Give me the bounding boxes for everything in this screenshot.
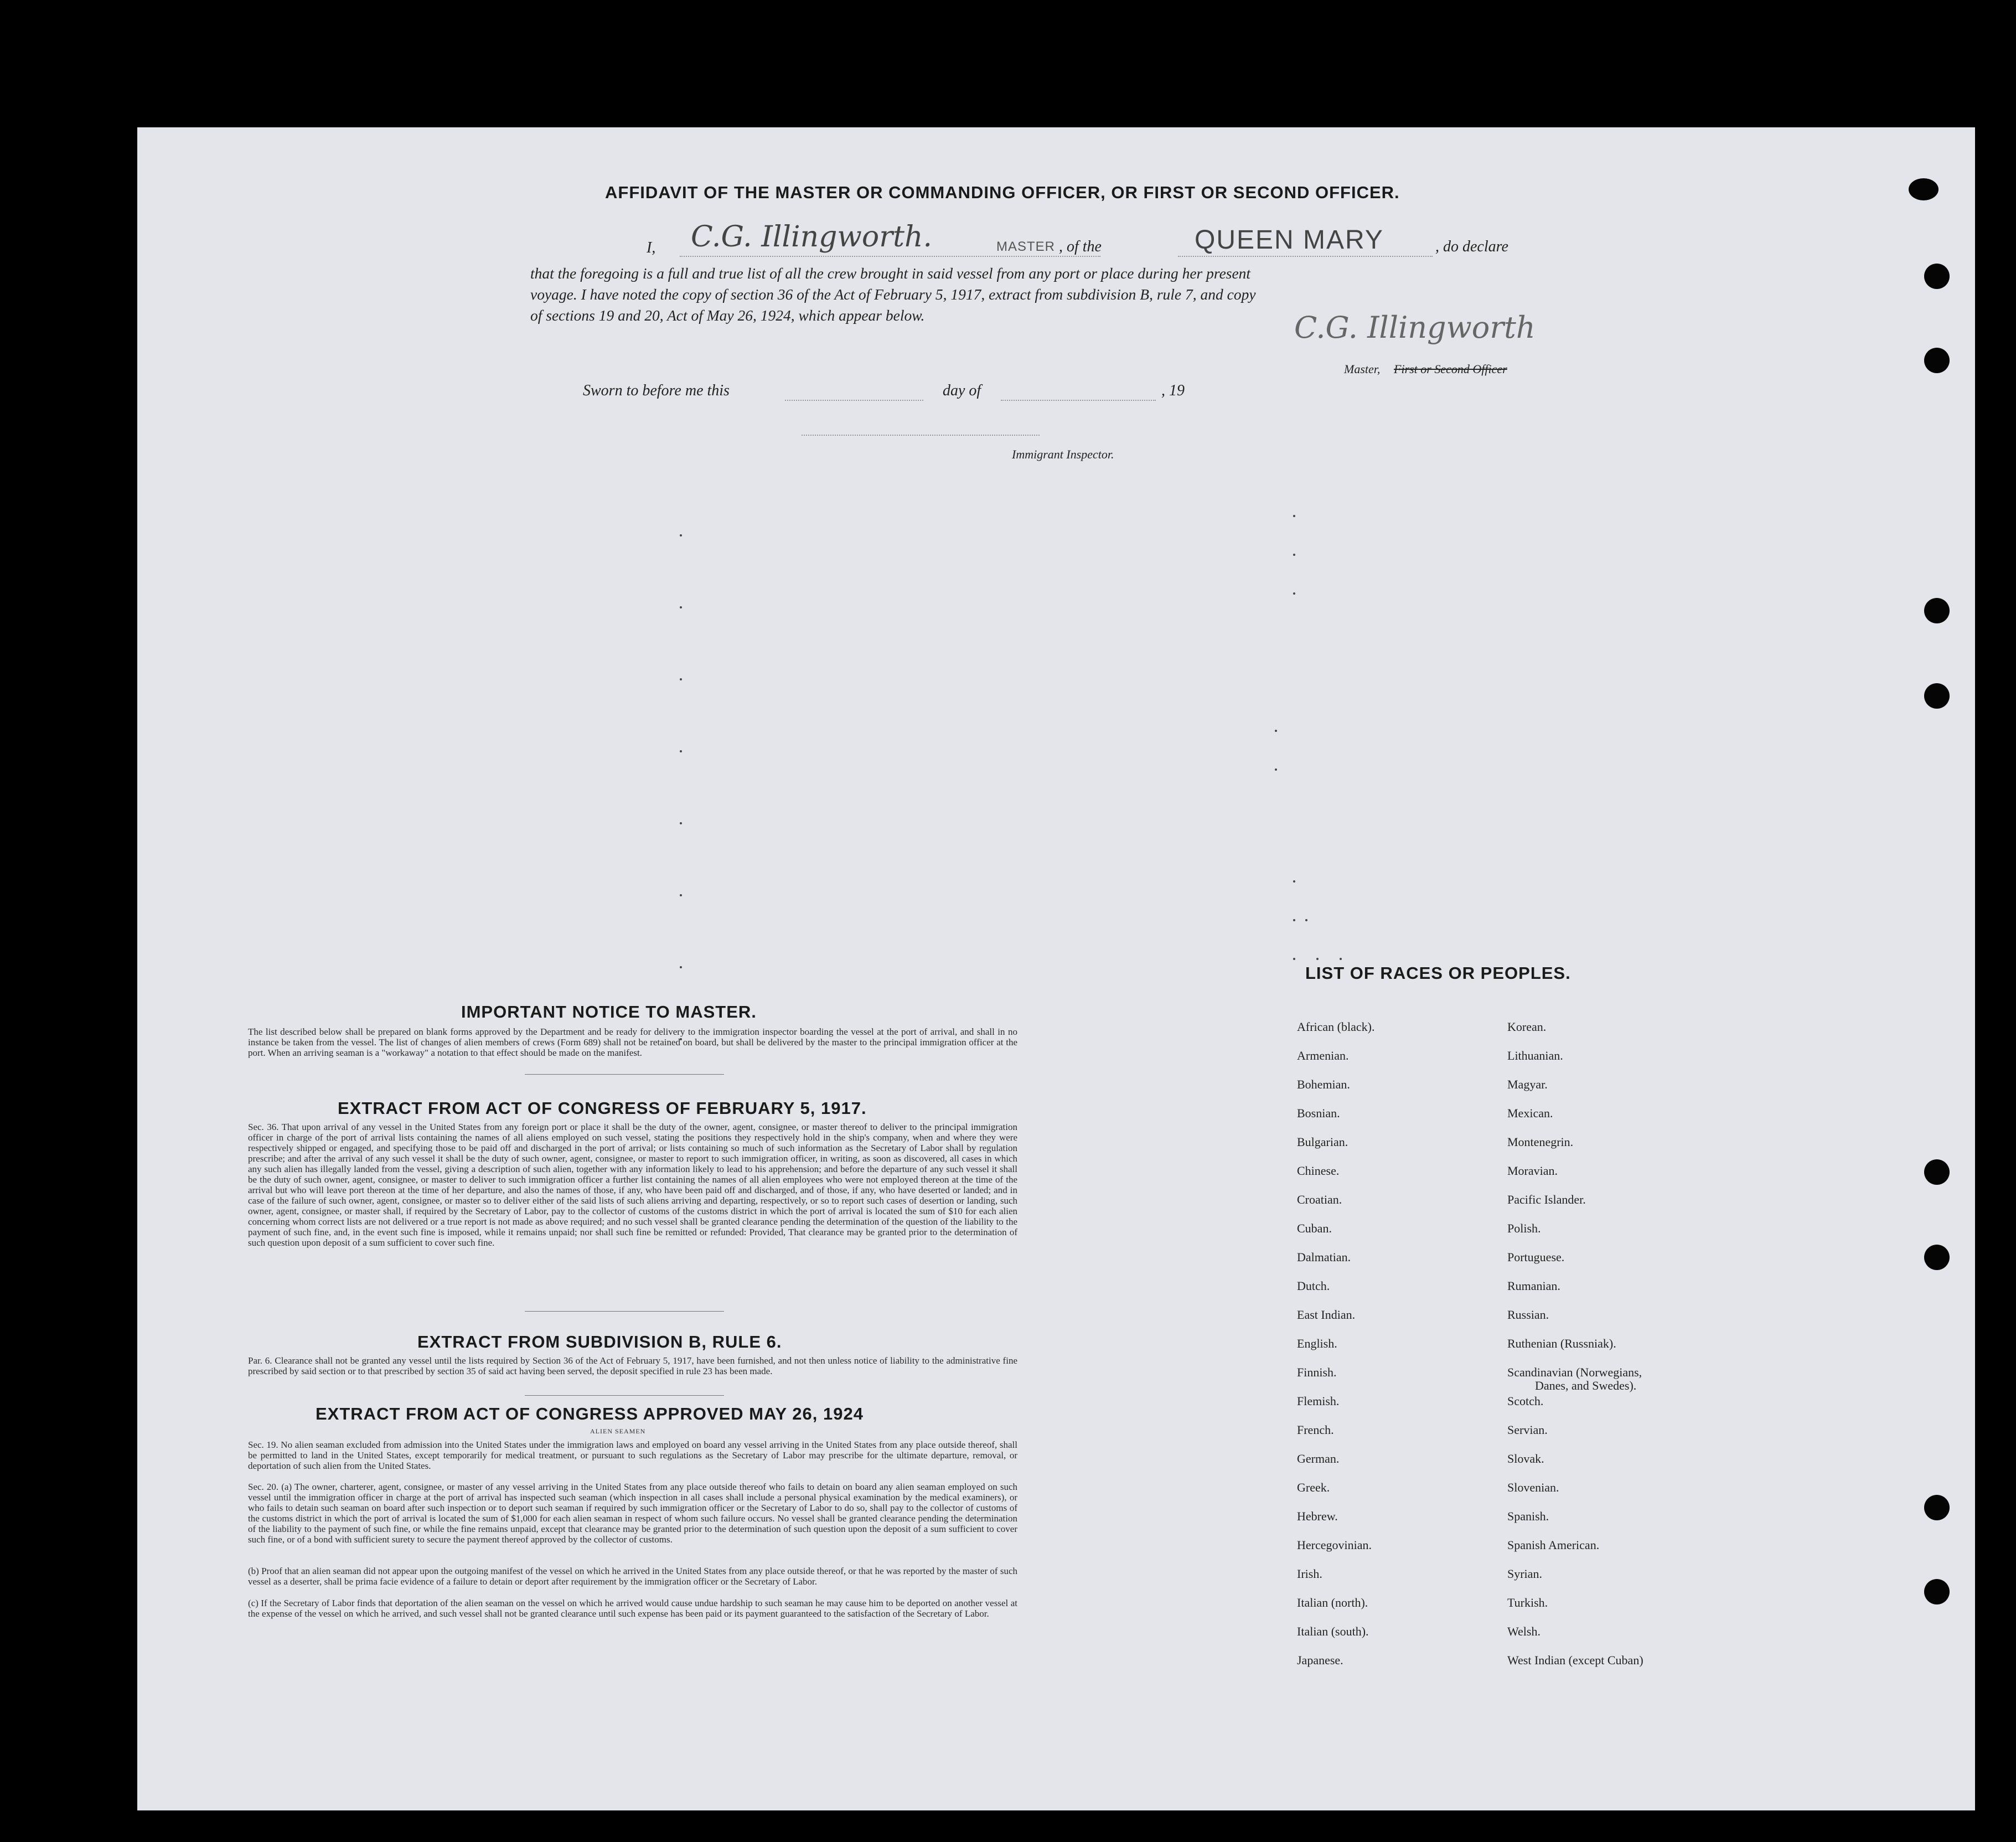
race-item: German. <box>1297 1452 1340 1466</box>
punch-hole <box>1924 348 1950 373</box>
race-item: Armenian. <box>1297 1049 1349 1062</box>
extract-1924-title: EXTRACT FROM ACT OF CONGRESS APPROVED MAY 26, 1924 <box>316 1404 864 1423</box>
stray-mark <box>1293 880 1295 883</box>
punch-hole <box>1924 264 1950 289</box>
section-divider <box>525 1311 724 1312</box>
race-item: Finnish. <box>1297 1365 1337 1379</box>
race-item: Italian (south). <box>1297 1624 1369 1638</box>
stray-mark <box>680 606 682 608</box>
affidavit-line-1: that the foregoing is a full and true list of all the crew brought in said vessel from any port or place during her present <box>530 265 1251 282</box>
stray-mark <box>1275 730 1277 732</box>
extract-1924-sec20c: (c) If the Secretary of Labor finds that deportation of the alien seaman on the vessel on which he arrived would cause undue hardship to such seaman he may cause him to be deported on another vessel at the expense of the vessel on which he arrived, and such vessel shall not be granted clearance until such expense has been paid or its payment guaranteed to the satisfaction of the Secretary of Labor. <box>248 1598 1017 1619</box>
race-item: Japanese. <box>1297 1653 1343 1667</box>
race-item: French. <box>1297 1423 1334 1437</box>
stray-mark <box>680 822 682 824</box>
sworn-label: Sworn to before me this <box>583 382 730 399</box>
signature-label-struck: First or Second Officer <box>1394 362 1507 376</box>
race-item: Slovenian. <box>1507 1480 1559 1494</box>
race-item: Dalmatian. <box>1297 1250 1351 1264</box>
stray-mark <box>1340 958 1342 960</box>
race-item: Bosnian. <box>1297 1106 1340 1120</box>
race-item: Greek. <box>1297 1480 1330 1494</box>
extract-1924-sec20b: (b) Proof that an alien seaman did not appear upon the outgoing manifest of the vessel on which he arrived in the United States from any place outside thereof, or that he was reported by the master of such vessel as a deserter, shall be prima facie evidence of a failure to detain or deport after requirement by the immigration officer or the Secretary of Labor. <box>248 1566 1017 1587</box>
stray-mark <box>680 750 682 752</box>
stray-mark <box>1293 919 1295 921</box>
punch-hole <box>1924 1159 1950 1185</box>
stray-mark <box>1316 958 1319 960</box>
master-signature: C.G. Illingworth <box>1294 310 1536 345</box>
race-item: Rumanian. <box>1507 1279 1560 1293</box>
master-name-handwritten: C.G. Illingworth. <box>691 220 933 254</box>
race-item: Pacific Islander. <box>1507 1193 1586 1206</box>
race-item: Servian. <box>1507 1423 1548 1437</box>
stray-mark <box>680 966 682 968</box>
notice-text: The list described below shall be prepared on blank forms approved by the Department and be ready for delivery to the immigration inspector boarding the vessel at the port of arrival, and shall in no instance be taken from the vessel. The list of changes of alien members of crews (Form 689) shall not be retained on board, but shall be delivered by the master to the principal immigration officer at the port. When an arriving seaman is a "workaway" a notation to that effect should be made on the manifest. <box>248 1026 1017 1058</box>
of-the-label: , of the <box>1059 238 1102 255</box>
section-divider <box>525 1395 724 1396</box>
stray-mark <box>1293 554 1295 556</box>
sworn-month-line <box>1001 400 1156 401</box>
sworn-day-line <box>785 400 923 401</box>
race-item: Bulgarian. <box>1297 1135 1348 1149</box>
stray-mark <box>1293 592 1295 595</box>
race-item: Spanish American. <box>1507 1538 1600 1552</box>
race-item: Turkish. <box>1507 1596 1548 1609</box>
race-item: Bohemian. <box>1297 1077 1350 1091</box>
race-item: Chinese. <box>1297 1164 1340 1178</box>
race-item-continuation: Danes, and Swedes). <box>1535 1379 1637 1392</box>
race-item: Dutch. <box>1297 1279 1330 1293</box>
race-item: Slovak. <box>1507 1452 1544 1466</box>
extract-1924-sec20a: Sec. 20. (a) The owner, charterer, agent, consignee, or master of any vessel arriving in the United States from any place outside thereof who fails to detain on board any alien seaman employed on such vessel until the immigration officer in charge at the port of arrival has inspected such seaman (which inspection in all cases shall include a personal physical examination by the medical examiners), or who fails to detain such seaman on board after such inspection or to deport such seaman if required by such immigration officer or the Secretary of Labor to do so, shall pay to the collector of customs of the customs district in which the port of arrival is located the sum of $1,000 for each alien seaman in respect of whom such failure occurs. No vessel shall be granted clearance pending the determination of the liability to the payment of such fine, or while the fine remains unpaid, except that clearance may be granted prior to the determination of such question upon the deposit of a sum sufficient to cover such fine, or of a bond with sufficient surety to secure the payment thereof approved by the collector of customs. <box>248 1482 1017 1545</box>
race-item: Portuguese. <box>1507 1250 1565 1264</box>
race-item: Flemish. <box>1297 1394 1340 1408</box>
section-divider <box>525 1074 724 1075</box>
race-item: Magyar. <box>1507 1077 1548 1091</box>
race-item: Ruthenian (Russniak). <box>1507 1337 1616 1350</box>
punch-hole <box>1924 683 1950 709</box>
race-item: Lithuanian. <box>1507 1049 1563 1062</box>
notice-title: IMPORTANT NOTICE TO MASTER. <box>461 1002 757 1021</box>
race-item: Russian. <box>1507 1308 1549 1322</box>
punch-hole <box>1924 1579 1950 1604</box>
extract-1917-title: EXTRACT FROM ACT OF CONGRESS OF FEBRUARY 5, 1917. <box>338 1098 867 1118</box>
race-item: Irish. <box>1297 1567 1322 1581</box>
race-item: Moravian. <box>1507 1164 1558 1178</box>
extract-1924-subtitle: ALIEN SEAMEN <box>590 1427 646 1435</box>
race-item: Mexican. <box>1507 1106 1553 1120</box>
punch-hole <box>1924 598 1950 623</box>
race-item: Polish. <box>1507 1221 1541 1235</box>
stray-mark <box>1305 919 1307 921</box>
rule6-text: Par. 6. Clearance shall not be granted any vessel until the lists required by Section 36 of the Act of February 5, 1917, have been furnished, and not then unless notice of liability to the administrative fine prescribed by said section or to that prescribed by section 35 of said act having been served, the deposit specified in rule 23 has been made. <box>248 1355 1017 1376</box>
stray-mark <box>1293 958 1295 960</box>
race-item: Syrian. <box>1507 1567 1542 1581</box>
inspector-label: Immigrant Inspector. <box>1012 447 1114 461</box>
race-item: West Indian (except Cuban) <box>1507 1653 1643 1667</box>
stray-mark <box>1293 515 1295 517</box>
race-item: Welsh. <box>1507 1624 1541 1638</box>
race-item: Hebrew. <box>1297 1509 1338 1523</box>
rule6-title: EXTRACT FROM SUBDIVISION B, RULE 6. <box>417 1332 782 1351</box>
stray-mark <box>680 894 682 896</box>
inspector-signature-line <box>802 435 1040 436</box>
race-item: Montenegrin. <box>1507 1135 1574 1149</box>
punch-hole <box>1924 1495 1950 1520</box>
race-item: Spanish. <box>1507 1509 1549 1523</box>
race-item: East Indian. <box>1297 1308 1356 1322</box>
race-item: African (black). <box>1297 1020 1375 1034</box>
vessel-name-line <box>1178 256 1433 257</box>
affidavit-pronoun: I, <box>647 239 656 256</box>
vessel-name-stamp: QUEEN MARY <box>1195 225 1384 255</box>
signature-label-master: Master, <box>1344 362 1381 376</box>
extract-1917-text: Sec. 36. That upon arrival of any vessel in the United States from any foreign port or place it shall be the duty of the owner, agent, consignee, or master thereof to deliver to the principal immigration officer in charge of the port of arrival lists containing the names of all aliens employed on such vessel, stating the positions they respectively hold in the ship's company, when and where they were respectively shipped or engaged, and specifying those to be paid off and discharged in the port of arrival; or lists containing so much of such information as the Secretary of Labor shall by regulation prescribe; and after the arrival of any such vessel it shall be the duty of such owner, agent, consignee, or master to report to such immigration officer, in writing, as soon as discovered, all cases in which any such alien has illegally landed from the vessel, giving a description of such alien, together with any information likely to lead to his apprehension; and before the departure of any such vessel it shall be the duty of such owner, agent, consignee, or master to deliver to such immigration officer a further list containing the names of all alien employees who were not employed thereon at the time of the arrival but who will leave port thereon at the time of her departure, and also the names of those, if any, who have been paid off and discharged, and of those, if any, who have deserted or landed; and in case of the failure of such owner, agent, consignee, or master so to deliver either of the said lists of such aliens arriving and departing, respectively, or so to report such cases of desertion or landing, such owner, agent, consignee, or master shall, if required by the Secretary of Labor, pay to the collector of customs of the customs district in which the port of arrival is located the sum of $10 for each alien concerning whom correct lists are not delivered or a true report is not made as above required; and no such vessel shall be granted clearance pending the determination of the question of the liability to the payment of such fine, and, in the event such fine is imposed, while it remains unpaid; nor shall such fine be remitted or refunded: Provided, That clearance may be granted prior to the determination of such question upon deposit of a sum sufficient to cover such fine. <box>248 1122 1017 1248</box>
document-page <box>137 127 1975 1810</box>
stray-mark <box>680 534 682 536</box>
stray-mark <box>680 678 682 680</box>
affidavit-line-2: voyage. I have noted the copy of section 36 of the Act of February 5, 1917, extract from subdivision B, rule 7, and copy <box>530 286 1256 303</box>
affidavit-line-3: of sections 19 and 20, Act of May 26, 1924, which appear below. <box>530 307 925 324</box>
race-item: Scandinavian (Norwegians, <box>1507 1365 1642 1379</box>
do-declare-label: , do declare <box>1435 238 1508 255</box>
master-label: MASTER <box>996 239 1056 254</box>
race-item: Korean. <box>1507 1020 1547 1034</box>
race-item: Cuban. <box>1297 1221 1332 1235</box>
punch-hole <box>1909 178 1939 200</box>
race-item: Croatian. <box>1297 1193 1342 1206</box>
extract-1924-sec19: Sec. 19. No alien seaman excluded from admission into the United States under the immigration laws and employed on board any vessel arriving in the United States from any place outside thereof, shall be permitted to land in the United States, except temporarily for medical treatment, or pursuant to such regulations as the Secretary of Labor may prescribe for the ultimate departure, removal, or deportation of such alien from the United States. <box>248 1439 1017 1471</box>
day-of-label: day of <box>943 382 981 399</box>
year-label: , 19 <box>1161 382 1185 399</box>
punch-hole <box>1924 1245 1950 1270</box>
stray-mark <box>1275 768 1277 771</box>
race-item: Scotch. <box>1507 1394 1544 1408</box>
race-item: Hercegovinian. <box>1297 1538 1372 1552</box>
race-item: Italian (north). <box>1297 1596 1368 1609</box>
master-name-line <box>680 256 1100 257</box>
affidavit-title: AFFIDAVIT OF THE MASTER OR COMMANDING OFFICER, OR FIRST OR SECOND OFFICER. <box>605 183 1400 202</box>
race-item: English. <box>1297 1337 1337 1350</box>
races-title: LIST OF RACES OR PEOPLES. <box>1305 963 1571 983</box>
